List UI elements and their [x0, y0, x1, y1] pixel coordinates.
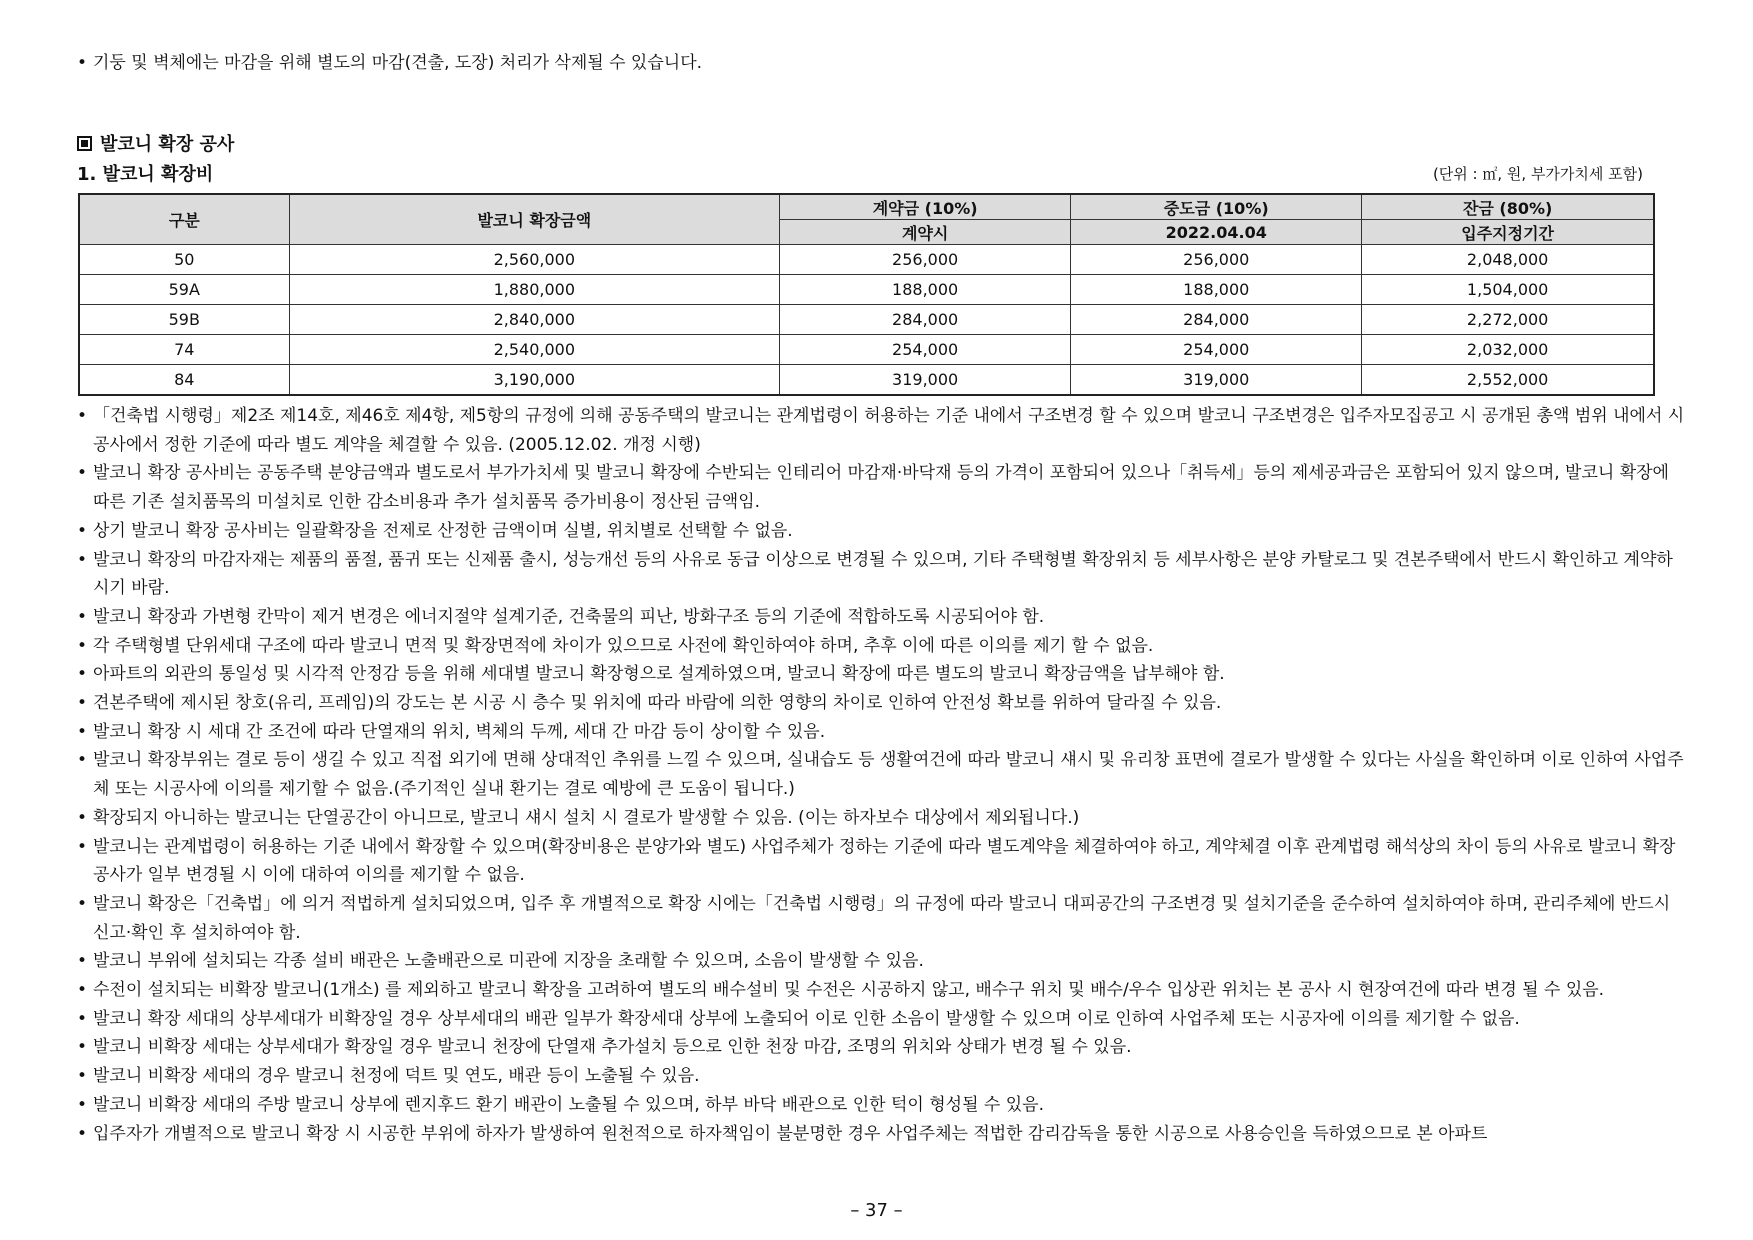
header-deposit-sub: 계약시	[780, 220, 1071, 245]
note-item: • 견본주택에 제시된 창호(유리, 프레임)의 강도는 본 시공 시 층수 및 위치에 따라 바람에 의한 영향의 차이로 인하여 안전성 확보를 위하여 달라질 수 있음.	[77, 689, 1687, 718]
note-item: • 발코니 비확장 세대의 주방 발코니 상부에 렌지후드 환기 배관이 노출될 수 있으며, 하부 바닥 배관으로 인한 턱이 형성될 수 있음.	[77, 1091, 1687, 1120]
section-title	[77, 130, 234, 156]
header-deposit: 계약금 (10%)	[780, 194, 1071, 220]
note-item: • 수전이 설치되는 비확장 발코니(1개소) 를 제외하고 발코니 확장을 고려하여 별도의 배수설비 및 수전은 시공하지 않고, 배수구 위치 및 배수/우수 입상관 위치는 본 공사 시 현장여건에 따라 변경 될 수 있음.	[77, 976, 1687, 1005]
square-bullet-icon	[77, 136, 92, 151]
cell-balance: 1,504,000	[1362, 275, 1654, 305]
cell-deposit: 188,000	[780, 275, 1071, 305]
note-item: • 확장되지 아니하는 발코니는 단열공간이 아니므로, 발코니 섀시 설치 시 결로가 발생할 수 있음. (이는 하자보수 대상에서 제외됩니다.)	[77, 804, 1687, 833]
cell-middle: 188,000	[1071, 275, 1362, 305]
cell-category: 59B	[79, 305, 289, 335]
table-row	[79, 275, 1654, 305]
cell-middle: 254,000	[1071, 335, 1362, 365]
cell-category: 59A	[79, 275, 289, 305]
cell-middle: 319,000	[1071, 365, 1362, 396]
header-middle: 중도금 (10%)	[1071, 194, 1362, 220]
header-category: 구분	[79, 194, 289, 245]
cell-amount: 2,540,000	[289, 335, 780, 365]
note-item: • 발코니 확장과 가변형 칸막이 제거 변경은 에너지절약 설계기준, 건축물의 피난, 방화구조 등의 기준에 적합하도록 시공되어야 함.	[77, 603, 1687, 632]
note-item: • 입주자가 개별적으로 발코니 확장 시 시공한 부위에 하자가 발생하여 원천적으로 하자책임이 불분명한 경우 사업주체는 적법한 감리감독을 통한 시공으로 사용승인을 득하였으므로 본 아파트	[77, 1120, 1687, 1149]
note-item: • 발코니 확장은「건축법」에 의거 적법하게 설치되었으며, 입주 후 개별적으로 확장 시에는「건축법 시행령」의 규정에 따라 발코니 대피공간의 구조변경 및 설치기준을 준수하여 설치하여야 하며, 관리주체에 반드시 신고·확인 후 설치하여야 함.	[77, 890, 1687, 947]
note-item: • 아파트의 외관의 통일성 및 시각적 안정감 등을 위해 세대별 발코니 확장형으로 설계하였으며, 발코니 확장에 따른 별도의 발코니 확장금액을 납부해야 함.	[77, 660, 1687, 689]
cell-category: 50	[79, 245, 289, 275]
note-item: • 발코니 비확장 세대의 경우 발코니 천정에 덕트 및 연도, 배관 등이 노출될 수 있음.	[77, 1062, 1687, 1091]
page-number: – 37 –	[850, 1200, 903, 1221]
note-item: • 발코니 확장 공사비는 공동주택 분양금액과 별도로서 부가가치세 및 발코니 확장에 수반되는 인테리어 마감재·바닥재 등의 가격이 포함되어 있으나「취득세」등의 제세공과금은 포함되어 있지 않으며, 발코니 확장에 따른 기존 설치품목의 미설치로 인한 감소비용과 추가 설치품목 증가비용이 정산된 금액임.	[77, 459, 1687, 516]
table-body	[79, 245, 1654, 396]
header-balance: 잔금 (80%)	[1362, 194, 1654, 220]
cell-category: 84	[79, 365, 289, 396]
note-item: • 발코니 확장의 마감자재는 제품의 품절, 품귀 또는 신제품 출시, 성능개선 등의 사유로 동급 이상으로 변경될 수 있으며, 기타 주택형별 확장위치 등 세부사항은 분양 카탈로그 및 견본주택에서 반드시 확인하고 계약하시기 바람.	[77, 546, 1687, 603]
table-row	[79, 365, 1654, 396]
cell-middle: 256,000	[1071, 245, 1362, 275]
note-item: • 「건축법 시행령」제2조 제14호, 제46호 제4항, 제5항의 규정에 의해 공동주택의 발코니는 관계법령이 허용하는 기준 내에서 구조변경 할 수 있으며 발코니 구조변경은 입주자모집공고 시 공개된 총액 범위 내에서 시공사에서 정한 기준에 따라 별도 계약을 체결할 수 있음. (2005.12.02. 개정 시행)	[77, 402, 1687, 459]
subtitle: 1. 발코니 확장비	[77, 164, 214, 185]
cell-middle: 284,000	[1071, 305, 1362, 335]
note-item: • 발코니 부위에 설치되는 각종 설비 배관은 노출배관으로 미관에 지장을 초래할 수 있으며, 소음이 발생할 수 있음.	[77, 947, 1687, 976]
table-row	[79, 245, 1654, 275]
note-item: • 발코니 확장부위는 결로 등이 생길 수 있고 직접 외기에 면해 상대적인 추위를 느낄 수 있으며, 실내습도 등 생활여건에 따라 발코니 섀시 및 유리창 표면에 결로가 발생할 수 있다는 사실을 확인하며 이로 인하여 사업주체 또는 시공사에 이의를 제기할 수 없음.(주기적인 실내 환기는 결로 예방에 큰 도움이 됩니다.)	[77, 746, 1687, 803]
balcony-cost-table	[78, 193, 1655, 396]
note-item: • 상기 발코니 확장 공사비는 일괄확장을 전제로 산정한 금액이며 실별, 위치별로 선택할 수 없음.	[77, 517, 1687, 546]
table-header	[79, 194, 1654, 245]
header-balance-sub: 입주지정기간	[1362, 220, 1654, 245]
cell-amount: 3,190,000	[289, 365, 780, 396]
notes-list	[77, 402, 1687, 1148]
cell-balance: 2,048,000	[1362, 245, 1654, 275]
unit-note: (단위 : ㎡, 원, 부가가치세 포함)	[1432, 165, 1643, 183]
cell-amount: 1,880,000	[289, 275, 780, 305]
cell-deposit: 284,000	[780, 305, 1071, 335]
top-note-text: 기둥 및 벽체에는 마감을 위해 별도의 마감(견출, 도장) 처리가 삭제될 수 있습니다.	[93, 53, 703, 73]
header-amount: 발코니 확장금액	[289, 194, 780, 245]
cell-balance: 2,272,000	[1362, 305, 1654, 335]
cell-deposit: 319,000	[780, 365, 1071, 396]
cell-category: 74	[79, 335, 289, 365]
cell-amount: 2,840,000	[289, 305, 780, 335]
note-item: • 발코니 비확장 세대는 상부세대가 확장일 경우 발코니 천장에 단열재 추가설치 등으로 인한 천장 마감, 조명의 위치와 상태가 변경 될 수 있음.	[77, 1033, 1687, 1062]
section-title-text: 발코니 확장 공사	[100, 134, 235, 155]
header-middle-sub: 2022.04.04	[1071, 220, 1362, 245]
table-row	[79, 335, 1654, 365]
table-row	[79, 305, 1654, 335]
top-note	[77, 48, 702, 73]
cell-deposit: 254,000	[780, 335, 1071, 365]
note-item: • 발코니 확장 시 세대 간 조건에 따라 단열재의 위치, 벽체의 두께, 세대 간 마감 등이 상이할 수 있음.	[77, 718, 1687, 747]
note-item: • 발코니는 관계법령이 허용하는 기준 내에서 확장할 수 있으며(확장비용은 분양가와 별도) 사업주체가 정하는 기준에 따라 별도계약을 체결하여야 하고, 계약체결 이후 관계법령 해석상의 차이 등의 사유로 발코니 확장 공사가 일부 변경될 시 이에 대하여 이의를 제기할 수 없음.	[77, 833, 1687, 890]
cell-deposit: 256,000	[780, 245, 1071, 275]
cell-amount: 2,560,000	[289, 245, 780, 275]
cell-balance: 2,032,000	[1362, 335, 1654, 365]
cell-balance: 2,552,000	[1362, 365, 1654, 396]
bullet: •	[77, 53, 88, 73]
note-item: • 발코니 확장 세대의 상부세대가 비확장일 경우 상부세대의 배관 일부가 확장세대 상부에 노출되어 이로 인한 소음이 발생할 수 있으며 이로 인하여 사업주체 또는 시공자에 이의를 제기할 수 없음.	[77, 1005, 1687, 1034]
note-item: • 각 주택형별 단위세대 구조에 따라 발코니 면적 및 확장면적에 차이가 있으므로 사전에 확인하여야 하며, 추후 이에 따른 이의를 제기 할 수 없음.	[77, 632, 1687, 661]
